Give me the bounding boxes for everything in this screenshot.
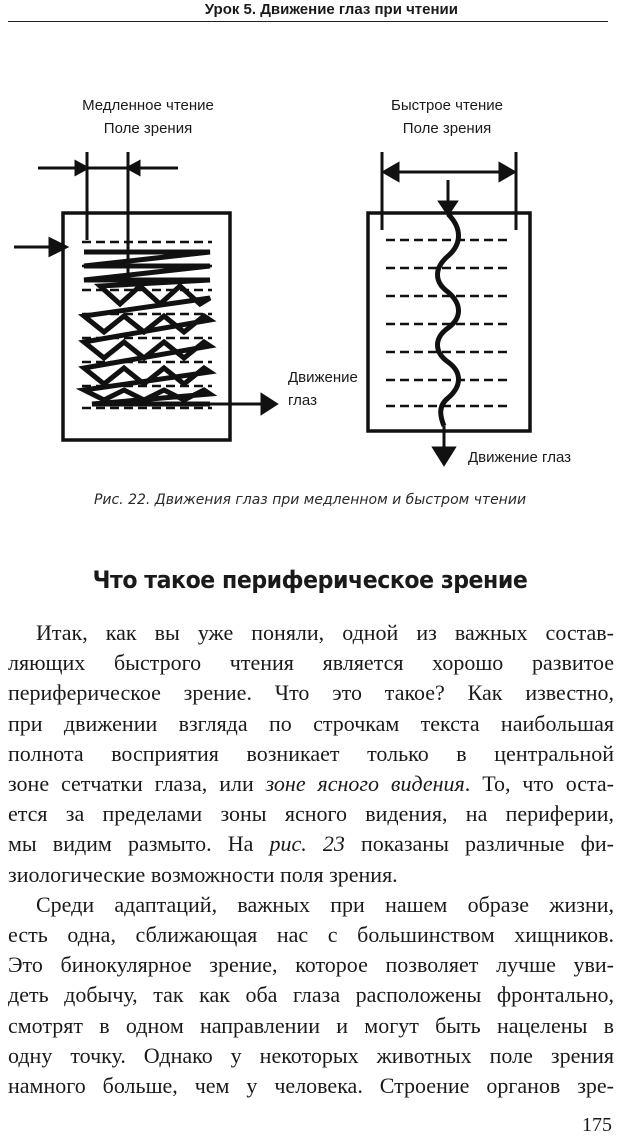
slow-field-marker [38, 152, 178, 280]
figure-reference: рис. 23 [269, 831, 345, 857]
paragraph-1-line: при движении взгляда по строчкам текста наибольшая [8, 710, 614, 736]
figure-caption: Рис. 22. Движения глаз при медленном и быстром чтении [93, 492, 527, 508]
slow-title-line2: Поле зрения [103, 120, 193, 137]
slow-title-line1: Медленное чтение [82, 97, 214, 114]
header-rule [8, 21, 608, 22]
section-heading: Что такое периферическое зрение [92, 566, 528, 594]
eye-movement-diagram [0, 80, 620, 480]
page-number: 175 [582, 1114, 612, 1136]
fast-movement-label: Движение глаз [468, 449, 572, 466]
fast-title-line2: Поле зрения [402, 120, 492, 137]
paragraph-2-line: Это бинокулярное зрение, которое позволяет лучше уви- [8, 952, 614, 978]
slow-exit-arrow [210, 395, 276, 413]
slow-movement-label-line2: глаз [288, 392, 317, 409]
fast-entry-arrow [440, 180, 456, 214]
paragraph-1-line: периферическое зрение. Что это такое? Как известно, [8, 680, 614, 706]
slow-movement-label-line1: Движение [288, 369, 358, 386]
text-run: зоне сетчатки глаза, или [8, 771, 266, 797]
text-run: мы видим размыто. На [8, 831, 270, 857]
paragraph-1-line: Итак, как вы уже поняли, одной из важных состав- [36, 620, 614, 645]
paragraph-2-line: есть одна, сближающая нас с большинством хищников. [8, 922, 614, 948]
text-run: . То, что оста- [464, 771, 615, 797]
emphasis-term: зоне ясного видения [265, 771, 465, 797]
text-run: показаны различные фи- [344, 831, 615, 857]
paragraph-1-line: полнота восприятия возникает только в центральной [8, 740, 614, 766]
paragraph-1-line [8, 769, 614, 799]
body-text [8, 618, 614, 1101]
figure-eye-movement [0, 80, 620, 480]
paragraph-2-line: намного больше, чем у человека. Строение органов зре- [8, 1073, 614, 1099]
fast-eye-path [438, 214, 459, 426]
paragraph-1-line: ется за пределами зоны ясного видения, на периферии, [8, 801, 614, 827]
paragraph-2-line: одну точку. Однако у некоторых животных поле зрения [8, 1042, 614, 1068]
paragraph-1-line: зиологические возможности поля зрения. [8, 861, 398, 887]
paragraph-2-line: Среди адаптаций, важных при нашем образе жизни, [36, 891, 614, 917]
paragraph-1-line [8, 829, 614, 859]
paragraph-1-line: ляющих быстрого чтения является хорошо развитое [8, 650, 614, 676]
fast-text-lines [386, 240, 512, 406]
fast-title-line1: Быстрое чтение [390, 97, 504, 114]
slow-entry-arrow [14, 239, 66, 255]
paragraph-2-line: деть добычу, так как оба глаза расположены фронтально, [8, 982, 614, 1008]
running-header [0, 0, 606, 22]
paragraph-2-line: смотрят в одном направлении и могут быть нацелены в [8, 1012, 614, 1038]
running-title: Урок 5. Движение глаз при чтении [204, 1, 458, 18]
slow-eye-path [84, 252, 210, 404]
